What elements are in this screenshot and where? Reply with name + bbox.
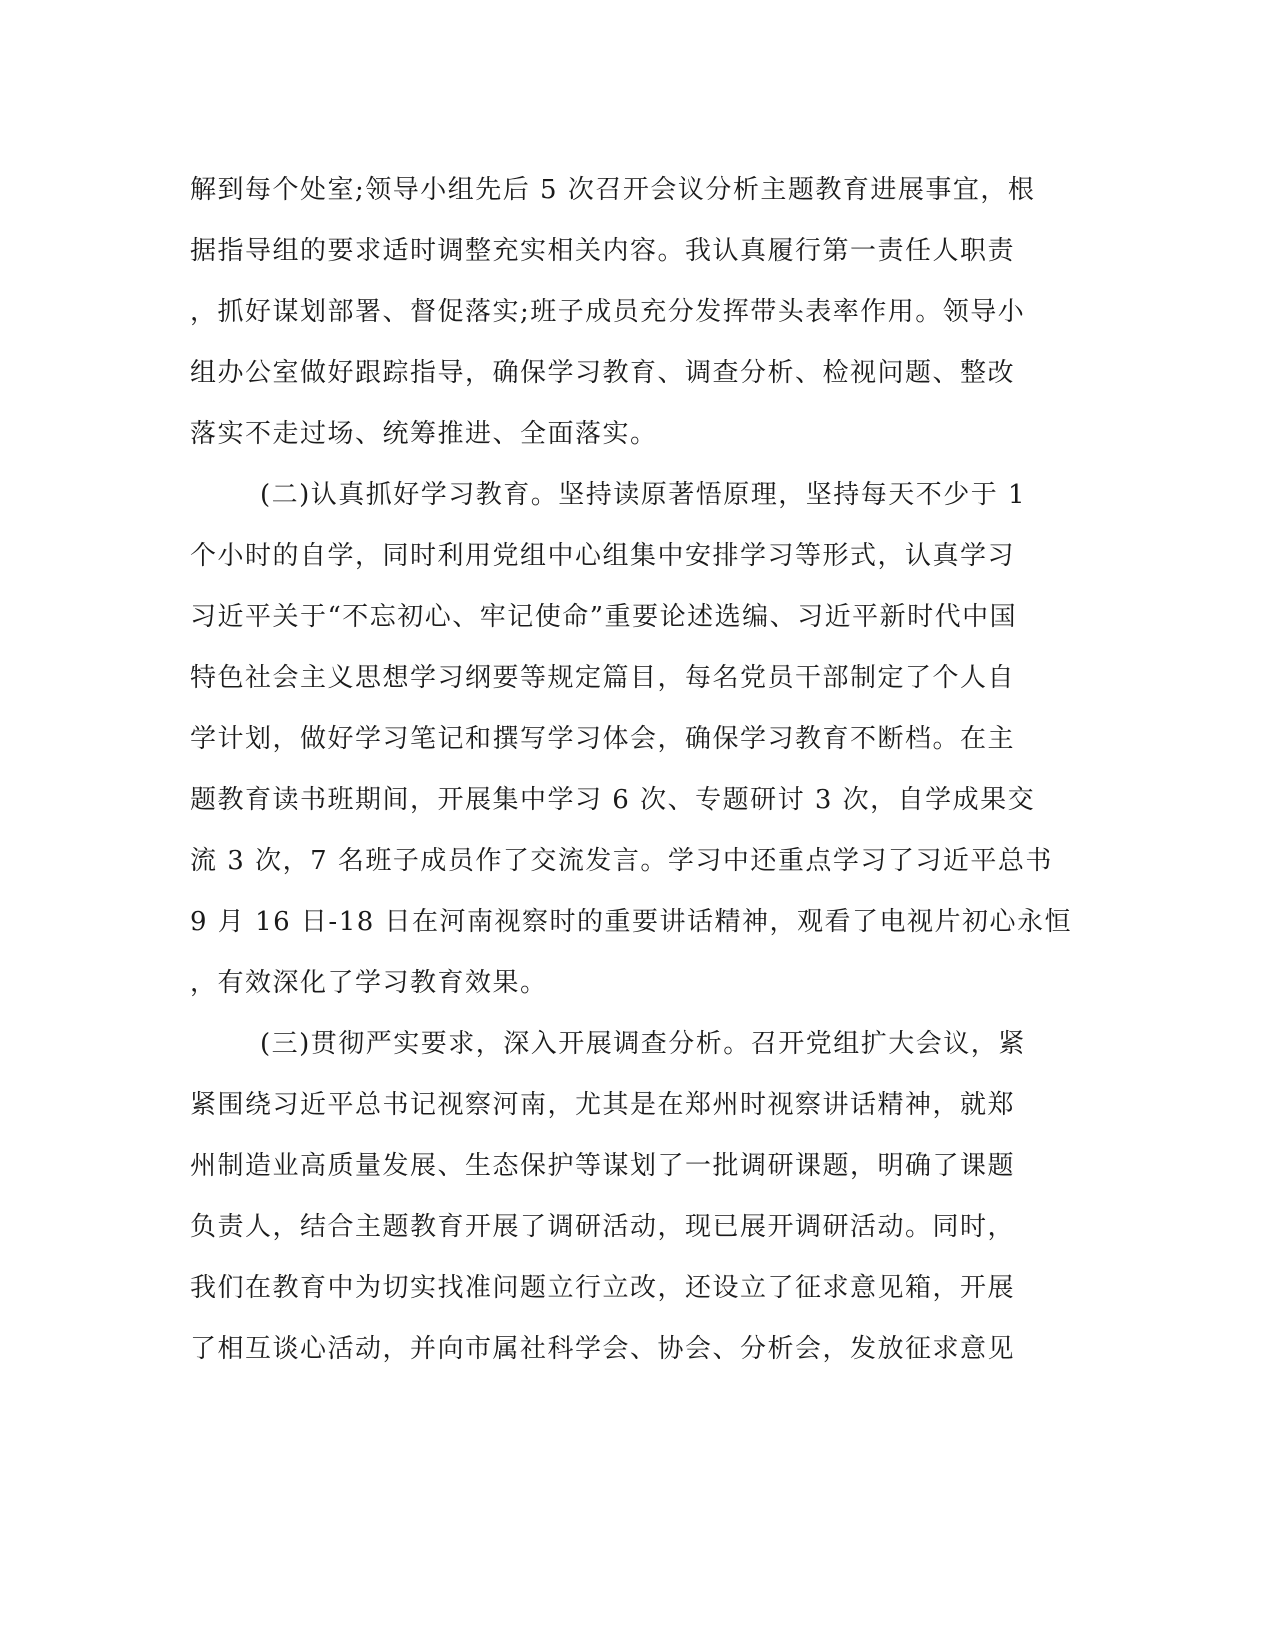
text-line: 我们在教育中为切实找准问题立行立改，还设立了征求意见箱，开展 <box>190 1273 1016 1303</box>
text-line: 习近平关于“不忘初心、牢记使命”重要论述选编、习近平新时代中国 <box>190 602 1018 632</box>
text-line: 个小时的自学，同时利用党组中心组集中安排学习等形式，认真学习 <box>190 541 1016 571</box>
text-line: 州制造业高质量发展、生态保护等谋划了一批调研课题，明确了课题 <box>190 1151 1016 1181</box>
text-line: 9 月 16 日-18 日在河南视察时的重要讲话精神，观看了电视片初心永恒 <box>190 907 1073 937</box>
text-line: 特色社会主义思想学习纲要等规定篇目，每名党员干部制定了个人自 <box>190 663 1016 693</box>
text-line: ，抓好谋划部署、督促落实;班子成员充分发挥带头表率作用。领导小 <box>190 297 1026 327</box>
text-line: 据指导组的要求适时调整充实相关内容。我认真履行第一责任人职责 <box>190 236 1016 266</box>
text-line: ，有效深化了学习教育效果。 <box>190 968 548 998</box>
paragraph-start-line: (三)贯彻严实要求，深入开展调查分析。召开党组扩大会议，紧 <box>260 1029 1026 1059</box>
text-line: 解到每个处室;领导小组先后 5 次召开会议分析主题教育进展事宜，根 <box>190 175 1036 205</box>
body-text <box>190 160 1090 1380</box>
text-line: 了相互谈心活动，并向市属社科学会、协会、分析会，发放征求意见 <box>190 1334 1016 1364</box>
text-line: 紧围绕习近平总书记视察河南，尤其是在郑州时视察讲话精神，就郑 <box>190 1090 1016 1120</box>
text-line: 流 3 次，7 名班子成员作了交流发言。学习中还重点学习了习近平总书 <box>190 846 1053 876</box>
text-line: 学计划，做好学习笔记和撰写学习体会，确保学习教育不断档。在主 <box>190 724 1016 754</box>
text-line: 负责人，结合主题教育开展了调研活动，现已展开调研活动。同时， <box>190 1212 1016 1242</box>
text-line: 落实不走过场、统筹推进、全面落实。 <box>190 419 658 449</box>
text-line: 组办公室做好跟踪指导，确保学习教育、调查分析、检视问题、整改 <box>190 358 1016 388</box>
text-line: 题教育读书班期间，开展集中学习 6 次、专题研讨 3 次，自学成果交 <box>190 785 1036 815</box>
paragraph-start-line: (二)认真抓好学习教育。坚持读原著悟原理，坚持每天不少于 1 <box>260 480 1027 510</box>
